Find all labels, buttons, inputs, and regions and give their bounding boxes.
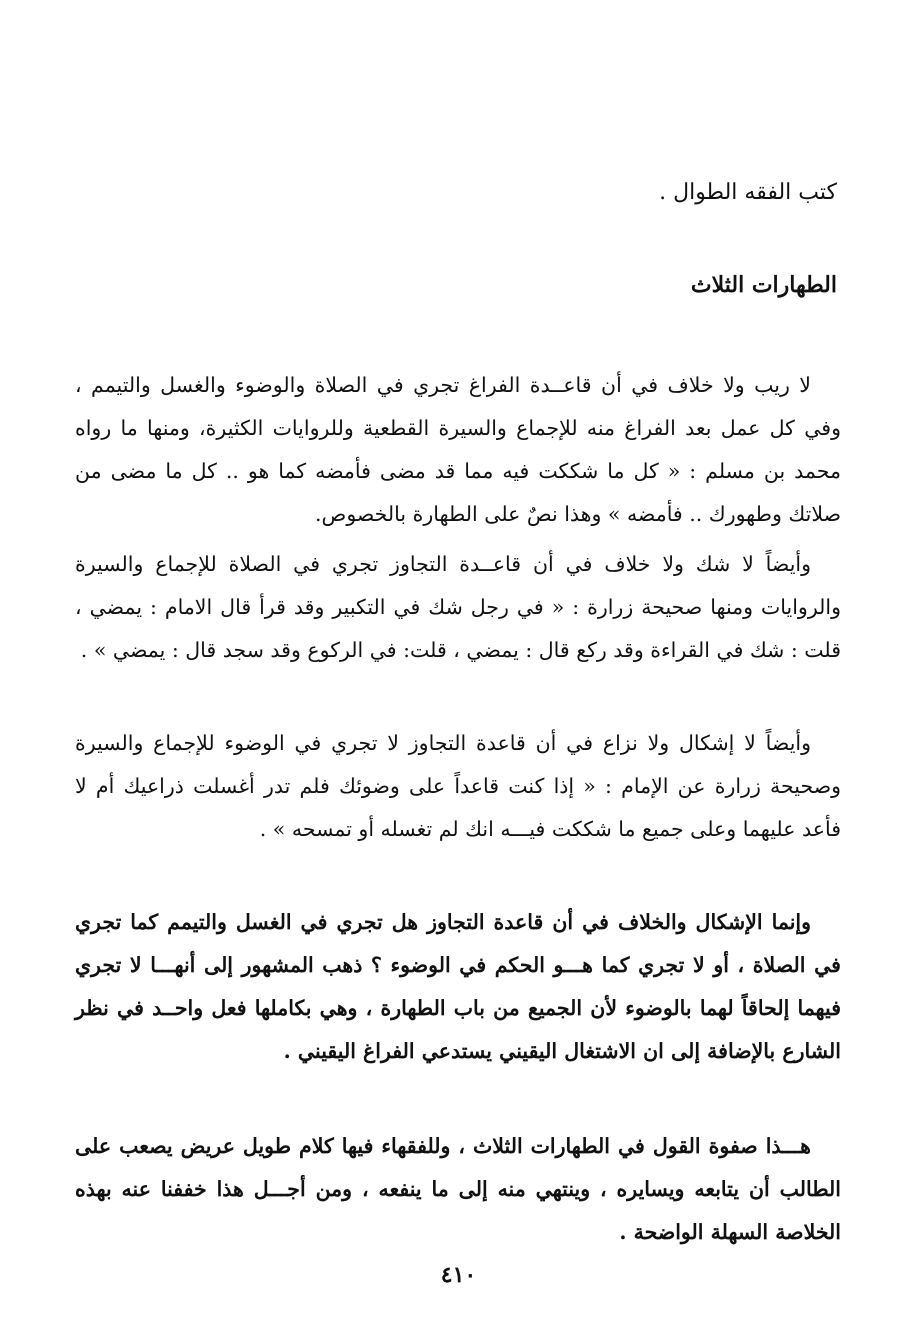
paragraph-1: لا ريب ولا خلاف في أن قاعــدة الفراغ تجري في الصلاة والوضوء والغسل والتيمم ، وفي كل عمل بعد الفراغ منه للإجماع والسيرة القطعية وللروايات الكثيرة، ومنها ما رواه محمد بن مسلم : « كل ما شككت فيه مما قد مضى فأمضه كما هو .. كل ما مضى من صلاتك وطهورك .. فأمضه » وهذا نصٌ على الطهارة بالخصوص. — [75, 372, 841, 526]
paragraph-3: وأيضاً لا إشكال ولا نزاع في أن قاعدة التجاوز لا تجري في الوضوء للإجماع والسيرة وصحيحة زرارة عن الإمام : « إذا كنت قاعداً على وضوئك فلم تدر أغسلت ذراعيك أم لا فأعد عليهما وعلى جميع ما شككت فيـــه انك لم تغسله أو تمسحه » . — [75, 730, 841, 841]
paragraph-4: وإنما الإشكال والخلاف في أن قاعدة التجاوز هل تجري في الغسل والتيمم كما تجري في الصلاة ، أو لا تجري كما هـــو الحكم في الوضوء ؟ ذهب المشهور إلى أنهـــا لا تجري فيهما إلحاقاً لهما بالوضوء لأن الجميع من باب الطهارة ، وهي بكاملها فعل واحــد في نظر الشارع بالإضافة إلى ان الاشتغال اليقيني يستدعي الفراغ اليقيني . — [75, 909, 841, 1063]
section-heading: الطهارات الثلاث — [690, 272, 837, 298]
paragraph-5: هـــذا صفوة القول في الطهارات الثلاث ، وللفقهاء فيها كلام طويل عريض يصعب على الطالب أن يتابعه ويسايره ، وينتهي منه إلى ما ينفعه ، ومن أجـــل هذا خففنا عنه بهذه الخلاصة السهلة الواضحة . — [75, 1133, 841, 1244]
intro-line: كتب الفقه الطوال . — [659, 180, 837, 205]
page-number: ٤١٠ — [440, 1262, 477, 1288]
paragraph-2: وأيضاً لا شك ولا خلاف في أن قاعــدة التجاوز تجري في الصلاة للإجماع والسيرة والروايات ومنها صحيحة زرارة : « في رجل شك في التكبير وقد قرأ قال الامام : يمضي ، قلت : شك في القراءة وقد ركع قال : يمضي ، قلت: في الركوع وقد سجد قال : يمضي » . — [75, 551, 841, 662]
